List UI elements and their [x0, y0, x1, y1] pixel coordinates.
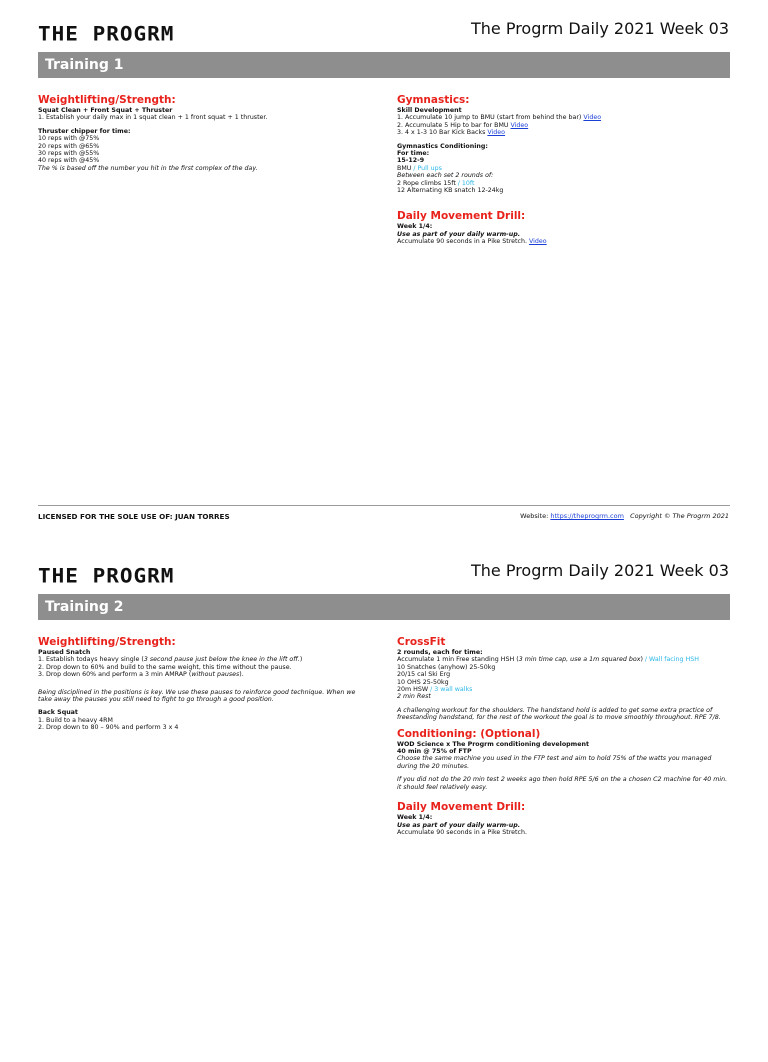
exercise-title: WOD Science x The Progrm conditioning development: [397, 740, 589, 748]
rep-line: 10 reps with @75%: [38, 135, 100, 143]
gymnastics-section: [397, 94, 732, 246]
weightlifting-section: [38, 94, 358, 172]
training-banner: [38, 594, 730, 620]
document-title: The Progrm Daily 2021 Week 03: [470, 19, 729, 38]
scaled-option: / 3 wall walks: [428, 686, 473, 694]
instruction-detail: 3 second pause just below the knee in the lift off.: [143, 656, 300, 664]
training-banner: [38, 52, 730, 78]
footer-info: [520, 512, 729, 520]
coach-note: The % is based off the number you hit in the first complex of the day.: [38, 164, 258, 172]
rest-line: 2 min Rest: [397, 693, 431, 701]
instruction-text: 1. Establish todays heavy single (: [38, 656, 144, 664]
crossfit-section: [397, 636, 732, 836]
video-link[interactable]: Video: [583, 114, 602, 122]
page-1: [0, 0, 768, 520]
instruction-line: [397, 129, 732, 136]
brand-logo: THE PROGRM: [38, 564, 175, 588]
rep-line: 20 reps with @65%: [38, 142, 100, 150]
training-banner-label: Training 2: [45, 599, 124, 615]
instruction-text: 3. 4 x 1-3 10 Bar Kick Backs: [397, 129, 486, 137]
usage-note: Use as part of your daily warm-up.: [397, 821, 521, 829]
section-heading: Weightlifting/Strength:: [38, 636, 176, 648]
instruction-line: [397, 686, 732, 693]
instruction-text: ): [299, 656, 303, 664]
instruction-line: 1. Establish your daily max in 1 squat clean + 1 front squat + 1 thruster.: [38, 114, 268, 122]
weightlifting-section: [38, 636, 358, 732]
training-banner-label: Training 1: [45, 57, 124, 73]
rep-scheme: 15-12-9: [397, 157, 425, 165]
exercise-title: Skill Development: [397, 107, 462, 114]
instruction-line: 20/15 cal Ski Erg: [397, 671, 451, 679]
instruction-text: 1. Accumulate 10 jump to BMU (start from behind the bar): [397, 114, 582, 122]
instruction-line: [397, 238, 732, 245]
exercise-title: Back Squat: [38, 709, 78, 717]
coach-note: If you did not do the 20 min test 2 weeks ago then hold RPE 5/6 on the a chosen C2 machine for 40 min. it should feel relatively easy.: [397, 776, 728, 791]
instruction-text: Accumulate 90 seconds in a Pike Stretch.: [397, 238, 527, 246]
instruction-line: 1. Build to a heavy 4RM: [38, 716, 113, 724]
website-link[interactable]: https://theprogrm.com: [550, 512, 624, 520]
instruction-detail: 3 min time cap, use a 1m squared box: [518, 656, 641, 664]
section-heading: CrossFit: [397, 636, 446, 648]
instruction-text: 3. Drop down 60% and perform a 3 min AMRAP (: [38, 671, 192, 679]
movement: BMU: [397, 164, 412, 172]
coach-note: Choose the same machine you used in the FTP test and aim to hold 75% of the watts you managed during the 20 minutes.: [397, 755, 712, 770]
section-heading: Daily Movement Drill:: [397, 210, 526, 223]
video-link[interactable]: Video: [487, 129, 506, 137]
instruction-line: 10 Snatches (anyhow) 25-50kg: [397, 663, 496, 671]
week-label: Week 1/4:: [397, 814, 433, 822]
instruction-line: [397, 122, 732, 129]
section-heading: Daily Movement Drill:: [397, 801, 526, 814]
instruction-detail: without pauses: [191, 671, 240, 679]
movement: 2 Rope climbs 15ft: [397, 179, 456, 187]
scaled-option: / Pull ups: [411, 164, 442, 172]
instruction-text: Accumulate 1 min Free standing HSH (: [397, 656, 519, 664]
instruction-text: 2. Accumulate 5 Hip to bar for BMU: [397, 121, 509, 129]
instruction-line: 2. Drop down to 60% and build to the same weight, this time without the pause.: [38, 663, 292, 671]
instruction-line: 10 OHS 25-50kg: [397, 678, 449, 686]
video-link[interactable]: Video: [510, 121, 529, 129]
video-link[interactable]: Video: [528, 238, 547, 246]
week-label: Week 1/4:: [397, 223, 433, 231]
for-time-label: For time:: [397, 150, 430, 158]
between-sets-note: Between each set 2 rounds of:: [397, 172, 494, 180]
document-title: The Progrm Daily 2021 Week 03: [470, 561, 729, 580]
instruction-line: 12 Alternating KB snatch 12-24kg: [397, 187, 504, 195]
footer-divider: [38, 505, 730, 506]
section-heading: Conditioning: (Optional): [397, 727, 541, 740]
movement: 20m HSW: [397, 686, 429, 694]
instruction-line: Accumulate 90 seconds in a Pike Stretch.: [397, 828, 527, 836]
brand-logo: THE PROGRM: [38, 22, 175, 46]
coach-note: Being disciplined in the positions is key. We use these pauses to reinforce good technique. When we take away the pauses you still need to fight to go through a good position.: [38, 688, 356, 704]
exercise-title: Paused Snatch: [38, 649, 91, 656]
copyright: Copyright © The Progrm 2021: [630, 512, 729, 520]
scaled-option: / 10ft: [455, 179, 475, 187]
rep-line: 40 reps with @45%: [38, 157, 100, 165]
website-label: Website:: [520, 512, 549, 520]
page-2: [0, 542, 768, 1062]
instruction-line: [397, 180, 732, 187]
license-notice: LICENSED FOR THE SOLE USE OF: JUAN TORRES: [38, 512, 230, 521]
exercise-subtitle: 40 min @ 75% of FTP: [397, 748, 472, 756]
coach-note: A challenging workout for the shoulders. The handstand hold is added to get some extra practice of freestanding handstand, for the rest of the workout the goal is to move smoothly throughout. RPE 7/8.: [397, 706, 721, 722]
instruction-text: ).: [239, 671, 244, 679]
instruction-line: [397, 656, 732, 663]
instruction-text: ): [640, 656, 643, 664]
instruction-line: [397, 114, 732, 121]
instruction-line: 2. Drop down to 80 – 90% and perform 3 x 4: [38, 724, 179, 732]
section-heading: Gymnastics:: [397, 94, 470, 106]
exercise-title: Squat Clean + Front Squat + Thruster: [38, 107, 173, 114]
instruction-line: [38, 671, 358, 678]
section-heading: Weightlifting/Strength:: [38, 94, 176, 106]
exercise-title: 2 rounds, each for time:: [397, 649, 483, 656]
conditioning-title: Gymnastics Conditioning:: [397, 142, 488, 150]
chipper-title: Thruster chipper for time:: [38, 127, 131, 135]
instruction-line: [38, 656, 358, 663]
usage-note: Use as part of your daily warm-up.: [397, 230, 521, 238]
rep-line: 30 reps with @55%: [38, 150, 100, 158]
scaled-option: / Wall facing HSH: [642, 656, 699, 664]
